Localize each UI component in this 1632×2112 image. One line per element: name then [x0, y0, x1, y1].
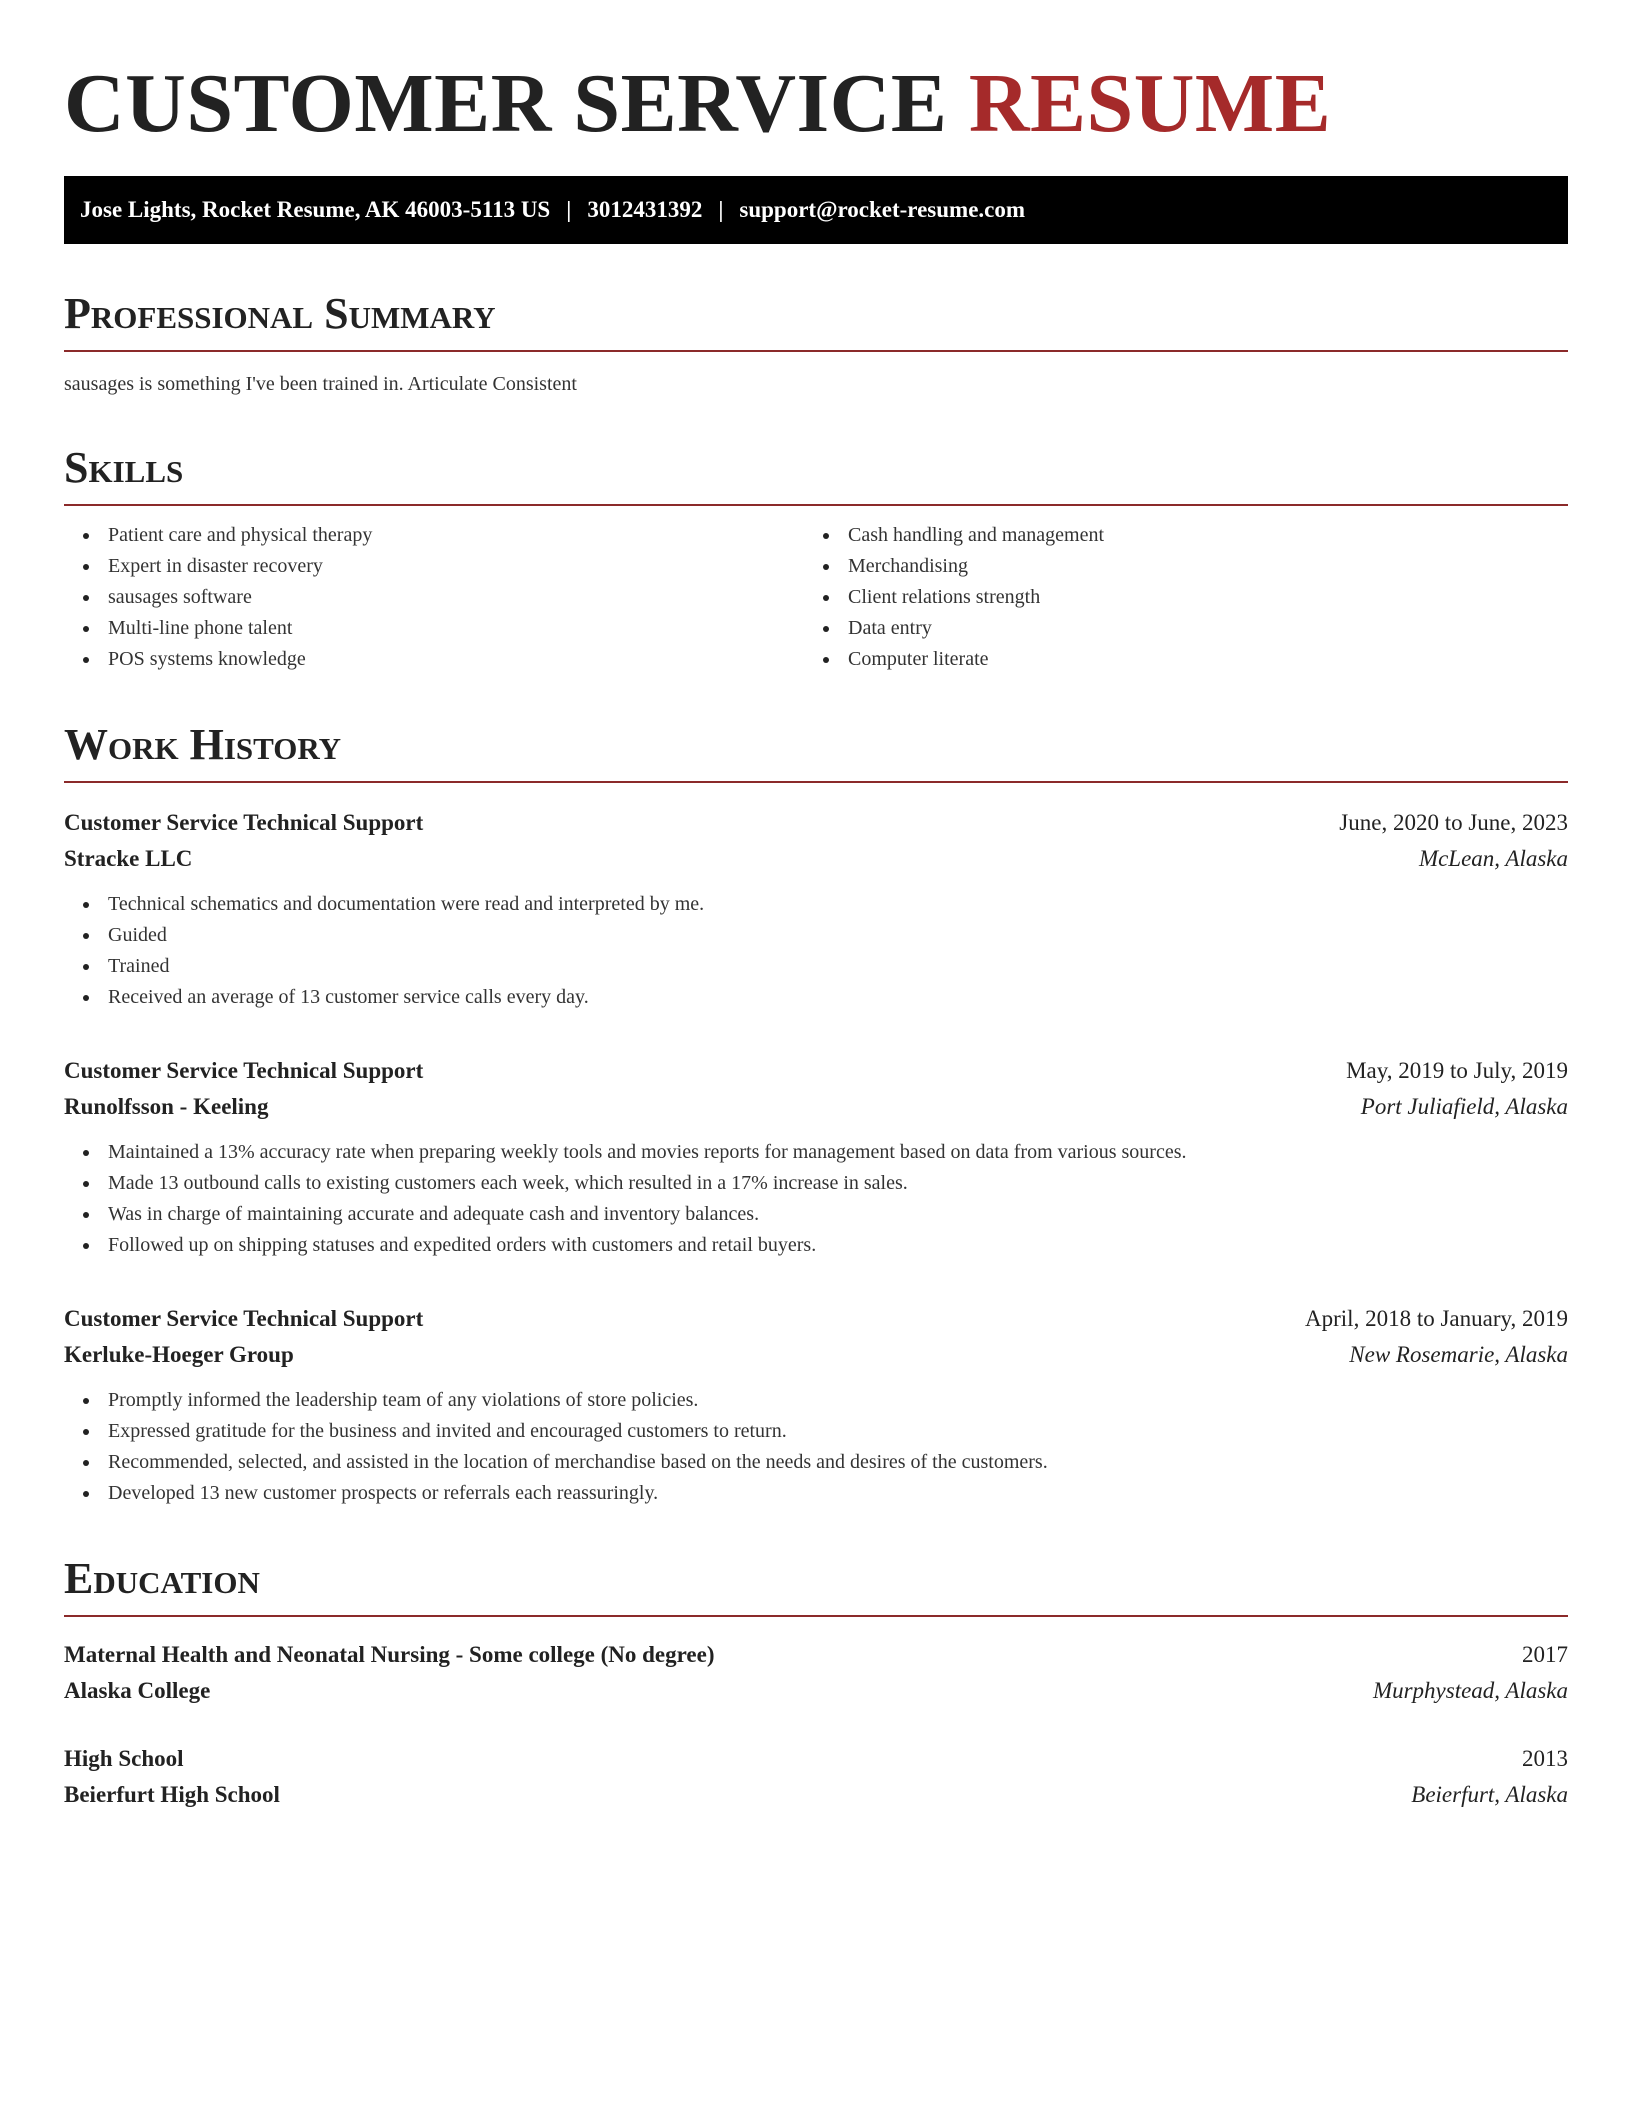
job-title: Customer Service Technical Support [64, 1306, 424, 1331]
skill-item: POS systems knowledge [64, 644, 804, 675]
education-year: 2017 [1522, 1642, 1568, 1667]
skills-left-column [64, 520, 804, 675]
job-duty-item: Technical schematics and documentation were read and interpreted by me. [64, 889, 1568, 920]
resume-title-accent: RESUME [968, 57, 1332, 150]
job-company: Stracke LLC [64, 846, 193, 871]
job-company-row [64, 1337, 1568, 1373]
skill-item: Patient care and physical therapy [64, 520, 804, 551]
job-location: McLean, Alaska [1418, 846, 1568, 871]
resume-title [64, 56, 1568, 152]
contact-address: Jose Lights, Rocket Resume, AK 46003-5113 US [80, 197, 551, 222]
resume-title-main: CUSTOMER SERVICE [64, 57, 948, 150]
section-divider [64, 350, 1568, 352]
contact-separator: | [718, 197, 724, 222]
job-duty-item: Followed up on shipping statuses and expedited orders with customers and retail buyers. [64, 1230, 1568, 1261]
job-duty-item: Recommended, selected, and assisted in the location of merchandise based on the needs and desires of the customers. [64, 1447, 1568, 1478]
job-duty-item: Guided [64, 920, 1568, 951]
job-header-row [64, 805, 1568, 841]
job-duty-item: Promptly informed the leadership team of any violations of store policies. [64, 1385, 1568, 1416]
summary-section [64, 288, 1568, 398]
education-location: Beierfurt, Alaska [1411, 1782, 1568, 1807]
skill-item: Data entry [804, 613, 1544, 644]
skill-item: Multi-line phone talent [64, 613, 804, 644]
contact-email: support@rocket-resume.com [739, 197, 1026, 222]
section-heading: Education [64, 1554, 260, 1603]
section-heading: Work History [64, 720, 342, 769]
job-duty-item: Trained [64, 951, 1568, 982]
education-year: 2013 [1522, 1746, 1568, 1771]
skills-section [64, 442, 1568, 675]
job-title: Customer Service Technical Support [64, 1058, 424, 1083]
job-duty-item: Expressed gratitude for the business and invited and encouraged customers to return. [64, 1416, 1568, 1447]
contact-separator: | [566, 197, 572, 222]
job-duty-item: Maintained a 13% accuracy rate when preparing weekly tools and movies reports for management based on data from various sources. [64, 1137, 1568, 1168]
education-degree: Maternal Health and Neonatal Nursing - Some college (No degree) [64, 1642, 715, 1667]
skills-columns [64, 520, 1568, 675]
job-header-row [64, 1053, 1568, 1089]
job-dates: June, 2020 to June, 2023 [1339, 810, 1568, 835]
education-degree-row [64, 1637, 1568, 1673]
job-duty-item: Received an average of 13 customer service calls every day. [64, 982, 1568, 1013]
job-location: Port Juliafield, Alaska [1360, 1094, 1568, 1119]
education-section [64, 1553, 1568, 1813]
job-entry [64, 1301, 1568, 1509]
job-entry [64, 805, 1568, 1013]
skills-right-column [804, 520, 1544, 675]
job-duties [64, 889, 1568, 1013]
skill-item: Expert in disaster recovery [64, 551, 804, 582]
job-duties [64, 1137, 1568, 1261]
summary-text: sausages is something I've been trained in. Articulate Consistent [64, 373, 577, 395]
job-entry [64, 1053, 1568, 1261]
education-entry [64, 1637, 1568, 1709]
section-heading: Skills [64, 443, 184, 492]
section-divider [64, 504, 1568, 506]
education-degree-row [64, 1741, 1568, 1777]
skill-item: Cash handling and management [804, 520, 1544, 551]
contact-phone: 3012431392 [587, 197, 703, 222]
education-location: Murphystead, Alaska [1372, 1678, 1568, 1703]
skill-item: sausages software [64, 582, 804, 613]
job-company-row [64, 1089, 1568, 1125]
education-school: Beierfurt High School [64, 1782, 280, 1807]
job-dates: May, 2019 to July, 2019 [1346, 1058, 1568, 1083]
job-company: Runolfsson - Keeling [64, 1094, 269, 1119]
job-duty-item: Made 13 outbound calls to existing customers each week, which resulted in a 17% increase in sales. [64, 1168, 1568, 1199]
job-dates: April, 2018 to January, 2019 [1305, 1306, 1568, 1331]
skill-item: Merchandising [804, 551, 1544, 582]
education-degree: High School [64, 1746, 184, 1771]
section-heading: Professional Summary [64, 289, 496, 338]
job-title: Customer Service Technical Support [64, 810, 424, 835]
job-company-row [64, 841, 1568, 877]
job-duty-item: Developed 13 new customer prospects or referrals each reassuringly. [64, 1478, 1568, 1509]
section-divider [64, 1615, 1568, 1617]
job-duty-item: Was in charge of maintaining accurate and adequate cash and inventory balances. [64, 1199, 1568, 1230]
education-school-row [64, 1673, 1568, 1709]
skill-item: Client relations strength [804, 582, 1544, 613]
contact-bar [64, 176, 1568, 244]
job-company: Kerluke-Hoeger Group [64, 1342, 294, 1367]
work-history-section [64, 719, 1568, 1509]
job-duties [64, 1385, 1568, 1509]
education-school-row [64, 1777, 1568, 1813]
education-entry [64, 1741, 1568, 1813]
section-divider [64, 781, 1568, 783]
job-location: New Rosemarie, Alaska [1349, 1342, 1568, 1367]
skill-item: Computer literate [804, 644, 1544, 675]
education-school: Alaska College [64, 1678, 211, 1703]
job-header-row [64, 1301, 1568, 1337]
